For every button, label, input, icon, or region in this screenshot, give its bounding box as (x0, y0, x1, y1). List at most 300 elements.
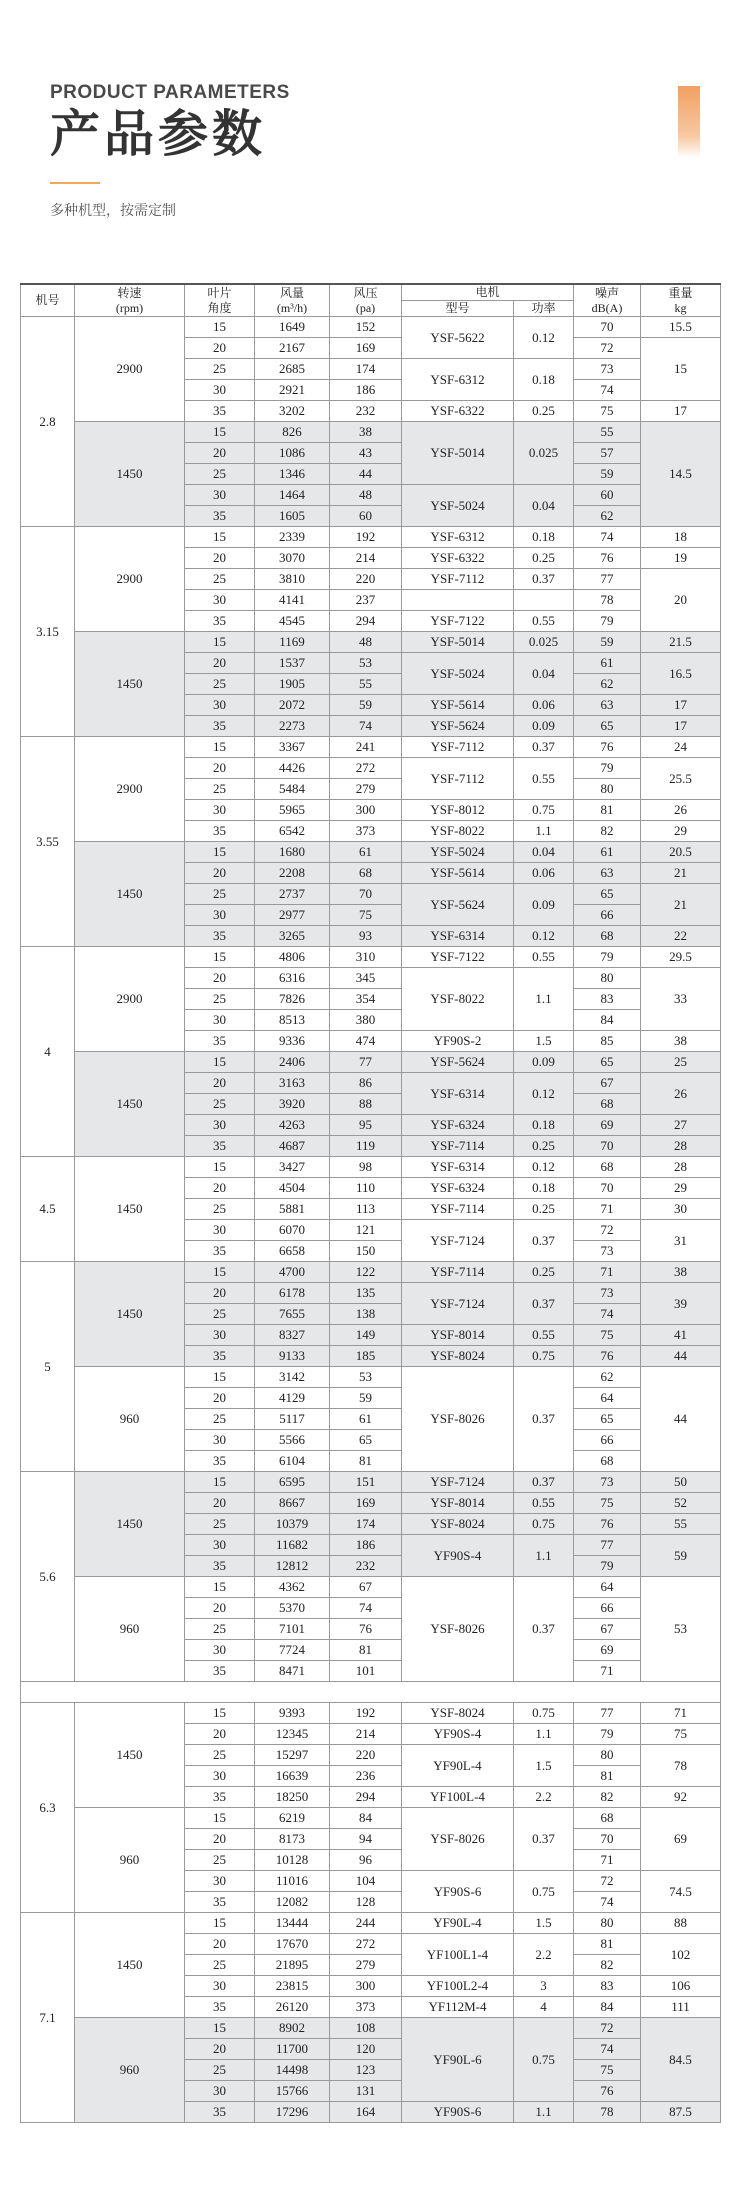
pressure-cell: 272 (330, 758, 402, 779)
blade-angle-cell: 30 (185, 1325, 255, 1346)
pressure-cell: 44 (330, 464, 402, 485)
accent-underline (50, 182, 100, 184)
flow-cell: 3367 (255, 737, 330, 758)
blade-angle-cell: 25 (185, 1745, 255, 1766)
pressure-cell: 81 (330, 1451, 402, 1472)
motor-model-cell: YSF-5024 (402, 485, 514, 527)
pressure-cell: 121 (330, 1220, 402, 1241)
motor-model-cell: YSF-7112 (402, 758, 514, 800)
pressure-cell: 67 (330, 1577, 402, 1598)
flow-cell: 2977 (255, 905, 330, 926)
motor-model-cell: YSF-7124 (402, 1283, 514, 1325)
pressure-cell: 149 (330, 1325, 402, 1346)
speed-cell: 1450 (75, 632, 185, 737)
pressure-cell: 174 (330, 1514, 402, 1535)
flow-cell: 6658 (255, 1241, 330, 1262)
motor-power-cell (514, 590, 574, 611)
flow-cell: 4545 (255, 611, 330, 632)
blade-angle-cell: 30 (185, 1220, 255, 1241)
motor-power-cell: 1.1 (514, 968, 574, 1031)
flow-cell: 5484 (255, 779, 330, 800)
flow-cell: 2208 (255, 863, 330, 884)
noise-cell: 75 (574, 1325, 641, 1346)
blade-angle-cell: 35 (185, 716, 255, 737)
motor-model-cell: YSF-8026 (402, 1808, 514, 1871)
pressure-cell: 300 (330, 800, 402, 821)
motor-power-cell: 0.25 (514, 1262, 574, 1283)
motor-model-cell: YSF-8024 (402, 1703, 514, 1724)
flow-cell: 6178 (255, 1283, 330, 1304)
flow-cell: 4362 (255, 1577, 330, 1598)
col-speed: 转速 (rpm) (75, 284, 185, 317)
col-motor: 电机 (402, 284, 574, 301)
weight-cell: 17 (641, 695, 721, 716)
motor-power-cell: 0.37 (514, 1577, 574, 1682)
pressure-cell: 192 (330, 1703, 402, 1724)
pressure-cell: 74 (330, 1598, 402, 1619)
blade-angle-cell: 15 (185, 527, 255, 548)
weight-cell: 28 (641, 1136, 721, 1157)
table-row (21, 317, 721, 338)
pressure-cell: 94 (330, 1829, 402, 1850)
speed-cell: 1450 (75, 1052, 185, 1157)
flow-cell: 1537 (255, 653, 330, 674)
motor-model-cell: YF100L2-4 (402, 1976, 514, 1997)
noise-cell: 63 (574, 695, 641, 716)
weight-cell: 88 (641, 1913, 721, 1934)
noise-cell: 61 (574, 653, 641, 674)
pressure-cell: 279 (330, 779, 402, 800)
motor-model-cell: YSF-8026 (402, 1577, 514, 1682)
table-row (21, 1703, 721, 1724)
blade-angle-cell: 20 (185, 1178, 255, 1199)
flow-cell: 15766 (255, 2081, 330, 2102)
noise-cell: 72 (574, 1871, 641, 1892)
noise-cell: 66 (574, 905, 641, 926)
pressure-cell: 48 (330, 485, 402, 506)
noise-cell: 80 (574, 1913, 641, 1934)
flow-cell: 17670 (255, 1934, 330, 1955)
motor-power-cell: 0.09 (514, 716, 574, 737)
parameters-table (20, 283, 721, 2123)
flow-cell: 5566 (255, 1430, 330, 1451)
flow-cell: 2273 (255, 716, 330, 737)
speed-cell: 960 (75, 1577, 185, 1682)
motor-power-cell: 4 (514, 1997, 574, 2018)
flow-cell: 6316 (255, 968, 330, 989)
flow-cell: 4806 (255, 947, 330, 968)
blade-angle-cell: 35 (185, 1787, 255, 1808)
flow-cell: 2406 (255, 1052, 330, 1073)
noise-cell: 72 (574, 2018, 641, 2039)
flow-cell: 12345 (255, 1724, 330, 1745)
motor-model-cell: YSF-6324 (402, 1178, 514, 1199)
motor-power-cell: 0.18 (514, 1178, 574, 1199)
blade-angle-cell: 15 (185, 1703, 255, 1724)
blade-angle-cell: 25 (185, 1094, 255, 1115)
motor-power-cell: 0.55 (514, 947, 574, 968)
motor-model-cell: YSF-5024 (402, 842, 514, 863)
flow-cell: 7101 (255, 1619, 330, 1640)
flow-cell: 8667 (255, 1493, 330, 1514)
motor-power-cell: 1.5 (514, 1913, 574, 1934)
motor-model-cell: YSF-8022 (402, 968, 514, 1031)
blade-angle-cell: 35 (185, 401, 255, 422)
motor-model-cell: YSF-7124 (402, 1220, 514, 1262)
flow-cell: 1169 (255, 632, 330, 653)
motor-power-cell: 0.12 (514, 1073, 574, 1115)
blade-angle-cell: 25 (185, 1619, 255, 1640)
motor-power-cell: 0.25 (514, 1199, 574, 1220)
flow-cell: 4129 (255, 1388, 330, 1409)
noise-cell: 73 (574, 1283, 641, 1304)
blade-angle-cell: 15 (185, 632, 255, 653)
speed-cell: 1450 (75, 1157, 185, 1262)
decorative-gradient-bar (678, 86, 700, 158)
subtitle: 多种机型，按需定制 (50, 203, 176, 219)
chinese-title: 产品参数 (50, 105, 266, 163)
pressure-cell: 220 (330, 569, 402, 590)
table-row (21, 842, 721, 863)
noise-cell: 68 (574, 926, 641, 947)
noise-cell: 69 (574, 1115, 641, 1136)
motor-model-cell: YSF-8014 (402, 1493, 514, 1514)
flow-cell: 21895 (255, 1955, 330, 1976)
flow-cell: 7655 (255, 1304, 330, 1325)
motor-power-cell: 0.025 (514, 632, 574, 653)
noise-cell: 80 (574, 1745, 641, 1766)
flow-cell: 1905 (255, 674, 330, 695)
speed-cell: 960 (75, 1367, 185, 1472)
weight-cell: 17 (641, 716, 721, 737)
blade-angle-cell: 35 (185, 1241, 255, 1262)
motor-power-cell: 0.75 (514, 1703, 574, 1724)
noise-cell: 82 (574, 1955, 641, 1976)
table-row (21, 1808, 721, 1829)
table-row (21, 737, 721, 758)
speed-cell: 2900 (75, 317, 185, 422)
noise-cell: 67 (574, 1619, 641, 1640)
blade-angle-cell: 25 (185, 569, 255, 590)
flow-cell: 1086 (255, 443, 330, 464)
blade-angle-cell: 25 (185, 464, 255, 485)
speed-cell: 1450 (75, 842, 185, 947)
noise-cell: 79 (574, 1556, 641, 1577)
pressure-cell: 68 (330, 863, 402, 884)
pressure-cell: 135 (330, 1283, 402, 1304)
weight-cell: 38 (641, 1031, 721, 1052)
noise-cell: 80 (574, 968, 641, 989)
flow-cell: 7724 (255, 1640, 330, 1661)
machine-number: 3.15 (21, 527, 75, 737)
pressure-cell: 380 (330, 1010, 402, 1031)
blade-angle-cell: 15 (185, 1262, 255, 1283)
noise-cell: 85 (574, 1031, 641, 1052)
pressure-cell: 300 (330, 1976, 402, 1997)
motor-model-cell: YSF-5014 (402, 632, 514, 653)
noise-cell: 67 (574, 1073, 641, 1094)
page-header (50, 0, 710, 240)
table-row (21, 527, 721, 548)
noise-cell: 76 (574, 737, 641, 758)
motor-power-cell: 0.75 (514, 1871, 574, 1913)
blade-angle-cell: 25 (185, 1850, 255, 1871)
weight-cell: 87.5 (641, 2102, 721, 2123)
noise-cell: 64 (574, 1388, 641, 1409)
noise-cell: 59 (574, 632, 641, 653)
machine-number: 4 (21, 947, 75, 1157)
weight-cell: 16.5 (641, 653, 721, 695)
blade-angle-cell: 30 (185, 1535, 255, 1556)
flow-cell: 16639 (255, 1766, 330, 1787)
flow-cell: 6595 (255, 1472, 330, 1493)
blade-angle-cell: 30 (185, 1430, 255, 1451)
blade-angle-cell: 15 (185, 1157, 255, 1178)
blade-angle-cell: 20 (185, 443, 255, 464)
table-row (21, 2018, 721, 2039)
blade-angle-cell: 25 (185, 1409, 255, 1430)
pressure-cell: 43 (330, 443, 402, 464)
noise-cell: 65 (574, 1409, 641, 1430)
pressure-cell: 93 (330, 926, 402, 947)
pressure-cell: 214 (330, 548, 402, 569)
speed-cell: 1450 (75, 422, 185, 527)
flow-cell: 6070 (255, 1220, 330, 1241)
blade-angle-cell: 20 (185, 653, 255, 674)
motor-power-cell: 0.25 (514, 1136, 574, 1157)
pressure-cell: 76 (330, 1619, 402, 1640)
motor-model-cell: YF90S-6 (402, 2102, 514, 2123)
flow-cell: 3202 (255, 401, 330, 422)
flow-cell: 6219 (255, 1808, 330, 1829)
noise-cell: 72 (574, 338, 641, 359)
pressure-cell: 131 (330, 2081, 402, 2102)
pressure-cell: 55 (330, 674, 402, 695)
table-row (21, 1367, 721, 1388)
flow-cell: 5117 (255, 1409, 330, 1430)
flow-cell: 8471 (255, 1661, 330, 1682)
weight-cell: 102 (641, 1934, 721, 1976)
motor-power-cell: 2.2 (514, 1787, 574, 1808)
pressure-cell: 272 (330, 1934, 402, 1955)
pressure-cell: 232 (330, 1556, 402, 1577)
pressure-cell: 185 (330, 1346, 402, 1367)
pressure-cell: 59 (330, 695, 402, 716)
noise-cell: 68 (574, 1094, 641, 1115)
blade-angle-cell: 30 (185, 590, 255, 611)
blade-angle-cell: 30 (185, 1871, 255, 1892)
blade-angle-cell: 30 (185, 485, 255, 506)
blade-angle-cell: 25 (185, 1955, 255, 1976)
machine-number: 3.55 (21, 737, 75, 947)
weight-cell: 20 (641, 569, 721, 632)
weight-cell: 30 (641, 1199, 721, 1220)
weight-cell: 41 (641, 1325, 721, 1346)
motor-power-cell: 0.18 (514, 1115, 574, 1136)
noise-cell: 76 (574, 1346, 641, 1367)
motor-model-cell: YF100L-4 (402, 1787, 514, 1808)
machine-number: 7.1 (21, 1913, 75, 2123)
pressure-cell: 123 (330, 2060, 402, 2081)
speed-cell: 2900 (75, 947, 185, 1052)
flow-cell: 5881 (255, 1199, 330, 1220)
blade-angle-cell: 15 (185, 2018, 255, 2039)
motor-power-cell: 0.09 (514, 1052, 574, 1073)
weight-cell: 27 (641, 1115, 721, 1136)
motor-model-cell: YSF-8022 (402, 821, 514, 842)
motor-model-cell: YF90L-4 (402, 1913, 514, 1934)
motor-power-cell: 0.025 (514, 422, 574, 485)
blade-angle-cell: 35 (185, 2102, 255, 2123)
speed-cell: 1450 (75, 1262, 185, 1367)
weight-cell: 106 (641, 1976, 721, 1997)
flow-cell: 1605 (255, 506, 330, 527)
motor-model-cell: YSF-5024 (402, 653, 514, 695)
col-blade-angle: 叶片 角度 (185, 284, 255, 317)
weight-cell: 33 (641, 968, 721, 1031)
motor-model-cell: YSF-5622 (402, 317, 514, 359)
motor-power-cell: 0.55 (514, 1493, 574, 1514)
weight-cell: 15 (641, 338, 721, 401)
motor-power-cell: 3 (514, 1976, 574, 1997)
weight-cell: 52 (641, 1493, 721, 1514)
speed-cell: 960 (75, 2018, 185, 2123)
pressure-cell: 279 (330, 1955, 402, 1976)
motor-power-cell: 1.1 (514, 1535, 574, 1577)
noise-cell: 81 (574, 1766, 641, 1787)
table-row (21, 1157, 721, 1178)
motor-model-cell: YSF-6322 (402, 401, 514, 422)
blade-angle-cell: 15 (185, 1367, 255, 1388)
noise-cell: 77 (574, 569, 641, 590)
flow-cell: 3142 (255, 1367, 330, 1388)
blade-angle-cell: 35 (185, 1997, 255, 2018)
noise-cell: 76 (574, 548, 641, 569)
weight-cell: 38 (641, 1262, 721, 1283)
pressure-cell: 96 (330, 1850, 402, 1871)
flow-cell: 5965 (255, 800, 330, 821)
weight-cell: 14.5 (641, 422, 721, 527)
motor-power-cell: 0.55 (514, 611, 574, 632)
noise-cell: 84 (574, 1010, 641, 1031)
machine-number: 6.3 (21, 1703, 75, 1913)
motor-model-cell: YSF-7122 (402, 611, 514, 632)
noise-cell: 73 (574, 1472, 641, 1493)
noise-cell: 70 (574, 1136, 641, 1157)
noise-cell: 68 (574, 1451, 641, 1472)
motor-power-cell: 0.09 (514, 884, 574, 926)
noise-cell: 79 (574, 947, 641, 968)
flow-cell: 2685 (255, 359, 330, 380)
flow-cell: 1464 (255, 485, 330, 506)
blade-angle-cell: 30 (185, 800, 255, 821)
motor-model-cell: YSF-6314 (402, 926, 514, 947)
pressure-cell: 474 (330, 1031, 402, 1052)
blade-angle-cell: 35 (185, 926, 255, 947)
flow-cell: 2737 (255, 884, 330, 905)
flow-cell: 9336 (255, 1031, 330, 1052)
flow-cell: 5370 (255, 1598, 330, 1619)
motor-power-cell: 0.37 (514, 569, 574, 590)
pressure-cell: 98 (330, 1157, 402, 1178)
pressure-cell: 294 (330, 611, 402, 632)
blade-angle-cell: 30 (185, 1640, 255, 1661)
blade-angle-cell: 35 (185, 1556, 255, 1577)
weight-cell: 19 (641, 548, 721, 569)
blade-angle-cell: 15 (185, 422, 255, 443)
blade-angle-cell: 25 (185, 1514, 255, 1535)
table-row (21, 422, 721, 443)
noise-cell: 70 (574, 1178, 641, 1199)
blade-angle-cell: 30 (185, 1976, 255, 1997)
pressure-cell: 214 (330, 1724, 402, 1745)
weight-cell: 39 (641, 1283, 721, 1325)
pressure-cell: 354 (330, 989, 402, 1010)
motor-power-cell: 1.1 (514, 1724, 574, 1745)
col-motor-power: 功率 (514, 301, 574, 317)
flow-cell: 18250 (255, 1787, 330, 1808)
motor-model-cell: YSF-8024 (402, 1514, 514, 1535)
motor-model-cell: YSF-6314 (402, 1157, 514, 1178)
flow-cell: 10128 (255, 1850, 330, 1871)
motor-power-cell: 0.37 (514, 1220, 574, 1262)
blade-angle-cell: 20 (185, 1493, 255, 1514)
weight-cell: 59 (641, 1535, 721, 1577)
pressure-cell: 152 (330, 317, 402, 338)
weight-cell: 21.5 (641, 632, 721, 653)
blade-angle-cell: 25 (185, 359, 255, 380)
noise-cell: 79 (574, 611, 641, 632)
flow-cell: 3810 (255, 569, 330, 590)
pressure-cell: 86 (330, 1073, 402, 1094)
motor-power-cell: 0.55 (514, 758, 574, 800)
noise-cell: 77 (574, 1535, 641, 1556)
flow-cell: 8327 (255, 1325, 330, 1346)
blade-angle-cell: 20 (185, 863, 255, 884)
weight-cell: 15.5 (641, 317, 721, 338)
section-gap (21, 1682, 721, 1703)
flow-cell: 10379 (255, 1514, 330, 1535)
noise-cell: 63 (574, 863, 641, 884)
blade-angle-cell: 15 (185, 1052, 255, 1073)
pressure-cell: 373 (330, 1997, 402, 2018)
weight-cell: 84.5 (641, 2018, 721, 2102)
noise-cell: 70 (574, 1829, 641, 1850)
weight-cell: 29.5 (641, 947, 721, 968)
weight-cell: 53 (641, 1577, 721, 1682)
blade-angle-cell: 20 (185, 1283, 255, 1304)
motor-model-cell: YSF-5624 (402, 1052, 514, 1073)
blade-angle-cell: 15 (185, 947, 255, 968)
weight-cell: 26 (641, 1073, 721, 1115)
noise-cell: 74 (574, 1892, 641, 1913)
motor-model-cell: YF90L-6 (402, 2018, 514, 2102)
blade-angle-cell: 20 (185, 1934, 255, 1955)
pressure-cell: 110 (330, 1178, 402, 1199)
noise-cell: 73 (574, 1241, 641, 1262)
table-row (21, 632, 721, 653)
motor-model-cell: YF112M-4 (402, 1997, 514, 2018)
motor-model-cell: YSF-6314 (402, 1073, 514, 1115)
pressure-cell: 294 (330, 1787, 402, 1808)
motor-model-cell: YSF-7112 (402, 737, 514, 758)
noise-cell: 61 (574, 842, 641, 863)
noise-cell: 82 (574, 1787, 641, 1808)
motor-model-cell: YSF-8014 (402, 1325, 514, 1346)
pressure-cell: 61 (330, 842, 402, 863)
noise-cell: 65 (574, 884, 641, 905)
noise-cell: 65 (574, 716, 641, 737)
